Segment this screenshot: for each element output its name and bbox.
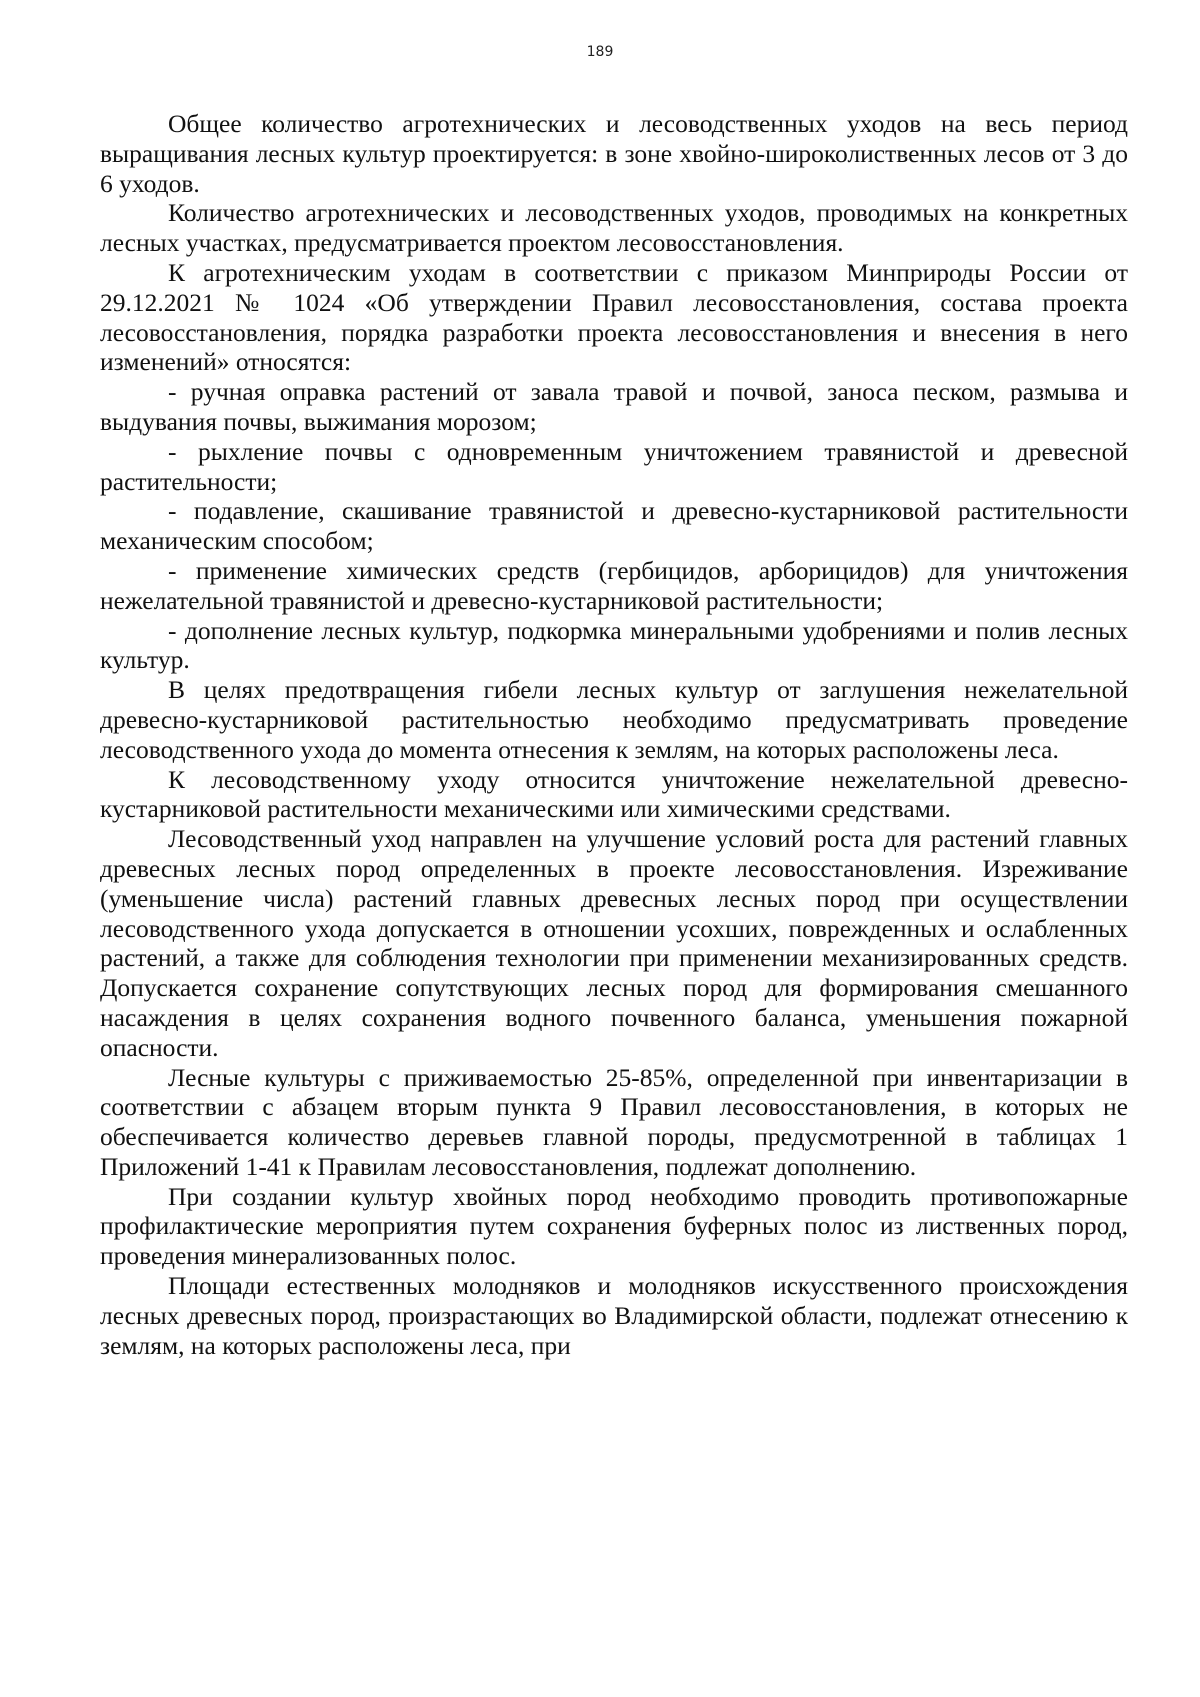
paragraph-silvicultural-care: К лесоводственному уходу относится уничтожение нежелательной древесно-кустарниковой растительности механическими или химическими средствами. bbox=[100, 764, 1128, 824]
list-item-soil-loosening: - рыхление почвы с одновременным уничтожением травянистой и древесной растительности; bbox=[100, 436, 1128, 496]
paragraph-survival-rate: Лесные культуры с приживаемостью 25-85%, определенной при инвентаризации в соответствии с абзацем вторым пункта 9 Правил лесовосстановления, в которых не обеспечивается количество деревьев главной породы, предусмотренной в таблицах 1 Приложений 1-41 к Правилам лесовосстановления, подлежат дополнению. bbox=[100, 1062, 1128, 1181]
paragraph-young-stands: Площади естественных молодняков и молодняков искусственного происхождения лесных древесных пород, произрастающих во Владимирской области, подлежат отнесению к землям, на которых расположены леса, при bbox=[100, 1271, 1128, 1360]
paragraph-fire-prevention: При создании культур хвойных пород необходимо проводить противопожарные профилактические мероприятия путем сохранения буферных полос из лиственных пород, проведения минерализованных полос. bbox=[100, 1181, 1128, 1271]
list-item-suppression-mowing: - подавление, скашивание травянистой и древесно-кустарниковой растительности механическим способом; bbox=[100, 496, 1128, 556]
list-item-manual-straightening: - ручная оправка растений от завала травой и почвой, заноса песком, размыва и выдувания почвы, выжимания морозом; bbox=[100, 377, 1128, 436]
paragraph-total-care-count: Общее количество агротехнических и лесоводственных уходов на весь период выращивания лесных культур проектируется: в зоне хвойно-широколиственных лесов от 3 до 6 уходов. bbox=[100, 109, 1128, 198]
list-item-chemical-means: - применение химических средств (гербицидов, арборицидов) для уничтожения нежелательной травянистой и древесно-кустарниковой растительности; bbox=[100, 555, 1128, 615]
paragraph-prevent-death: В целях предотвращения гибели лесных культур от заглушения нежелательной древесно-кустарниковой растительностью необходимо предусматривать проведение лесоводственного ухода до момента отнесения к землям, на которых расположены леса. bbox=[100, 675, 1128, 764]
list-item-supplement-feeding: - дополнение лесных культур, подкормка минеральными удобрениями и полив лесных культур. bbox=[100, 615, 1128, 675]
page-number: 189 bbox=[586, 44, 614, 60]
paragraph-care-by-project: Количество агротехнических и лесоводственных уходов, проводимых на конкретных лесных участках, предусматривается проектом лесовосстановления. bbox=[100, 198, 1128, 258]
paragraph-silvicultural-purpose: Лесоводственный уход направлен на улучшение условий роста для растений главных древесных лесных пород определенных в проекте лесовосстановления. Изреживание (уменьшение числа) растений главных древесных лесных пород при осуществлении лесоводственного ухода допускается в отношении усохших, поврежденных и ослабленных растений, а также для соблюдения технологии при применении механизированных средств. Допускается сохранение сопутствующих лесных пород для формирования смешанного насаждения в целях сохранения водного почвенного баланса, уменьшения пожарной опасности. bbox=[100, 824, 1128, 1062]
body-text bbox=[100, 109, 1128, 1360]
paragraph-agrotechnical-intro: К агротехническим уходам в соответствии с приказом Минприроды России от 29.12.2021 № 1024 «Об утверждении Правил лесовосстановления, состава проекта лесовосстановления, порядка разработки проекта лесовосстановления и внесения в него изменений» относятся: bbox=[100, 257, 1128, 377]
